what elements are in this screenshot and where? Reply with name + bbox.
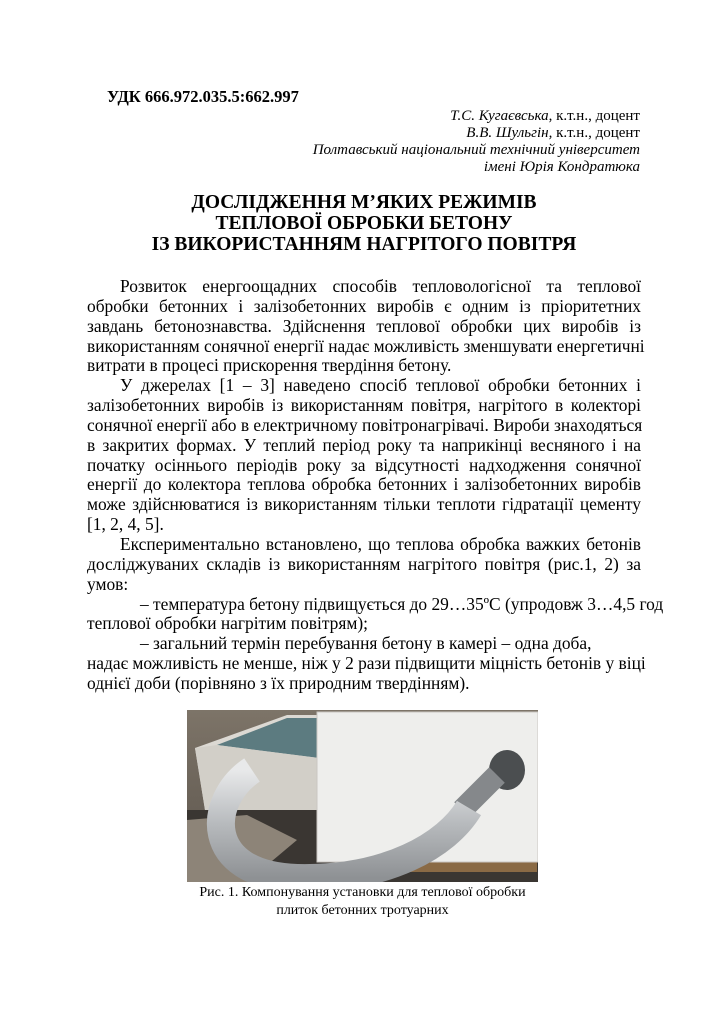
figure-1-photo (187, 710, 538, 882)
text-line: може здійснюватися із використанням тільки теплоти гідратації цементу (87, 494, 641, 515)
text-line: – загальний термін перебування бетону в камері – одна доба, (140, 633, 592, 654)
affiliation (313, 142, 640, 159)
text-line: теплової обробки нагрітим повітрям); (87, 613, 368, 634)
paragraph (87, 276, 645, 376)
affiliation-line: імені Юрія Кондратюка (483, 159, 640, 175)
text-line: однієї доби (порівняно з їх природним твердінням). (87, 672, 470, 693)
authors-block (313, 108, 640, 176)
text-line: У джерелах [1 – 3] наведено спосіб теплової обробки бетонних і (120, 375, 641, 396)
paragraph (87, 376, 641, 535)
udc-code: УДК 666.972.035.5:662.997 (107, 87, 299, 106)
affiliation-line: Полтавський національний технічний університет (312, 142, 640, 158)
author-2 (313, 125, 640, 142)
paragraph (87, 653, 646, 694)
text-line: умов: (87, 573, 129, 594)
figure-1-caption (150, 884, 575, 920)
text-line: Розвиток енергоощадних способів тепловологісної та теплової (120, 276, 641, 296)
paragraph (87, 535, 641, 595)
title-line: ДОСЛІДЖЕННЯ М’ЯКИХ РЕЖИМІВ (191, 192, 537, 213)
article-body (87, 276, 664, 694)
text-line: надає можливість не менше, ніж у 2 рази підвищити міцність бетонів у віці (87, 653, 646, 674)
author-name: В.В. Шульгін, (466, 125, 553, 141)
author-degree: к.т.н., доцент (552, 125, 640, 141)
text-line: Експериментально встановлено, що теплова обробка важких бетонів (120, 533, 641, 554)
article-title (87, 192, 641, 255)
author-1 (313, 108, 640, 125)
concrete-setup-photo (187, 710, 538, 882)
caption-line: Рис. 1. Компонування установки для теплової обробки (199, 885, 526, 900)
paragraph (87, 634, 641, 654)
text-line: початку осіннього періодів року за відсутності надходження сонячної (87, 454, 641, 475)
author-name: Т.С. Кугаєвська (450, 108, 549, 124)
text-line: витрати в процесі прискорення твердіння бетону. (87, 355, 452, 376)
text-line: залізобетонних виробів із використанням повітря, нагрітого в колекторі (87, 395, 641, 416)
text-line: завдань бетонознавства. Здійснення теплової обробки цих виробів із (87, 315, 641, 336)
text-line: в закритих формах. У теплий період року та наприкінці весняного і на (87, 434, 641, 455)
text-line: [1, 2, 4, 5]. (87, 514, 164, 535)
text-line: сонячної енергії або в електричному повітронагрівачі. Вироби знаходяться (87, 414, 643, 435)
author-degree: , к.т.н., доцент (548, 108, 640, 124)
affiliation-line-2 (313, 159, 640, 176)
title-line: ІЗ ВИКОРИСТАННЯМ НАГРІТОГО ПОВІТРЯ (151, 234, 577, 255)
caption-line: плиток бетонних тротуарних (276, 903, 449, 918)
text-line: – температура бетону підвищується до 29…35ºС (упродовж 3…4,5 год (140, 593, 664, 614)
text-line: енергії до колектора теплова обробка бетонних і залізобетонних виробів (87, 474, 641, 495)
text-line: обробки бетонних і залізобетонних виробів є одним із пріоритетних (87, 295, 641, 316)
text-line: досліджуваних складів із використанням нагрітого повітря (рис.1, 2) за (87, 553, 641, 574)
text-line: використанням сонячної енергії надає можливість зменшувати енергетичні (87, 335, 645, 356)
paragraph (87, 593, 664, 635)
title-line: ТЕПЛОВОЇ ОБРОБКИ БЕТОНУ (215, 213, 513, 234)
